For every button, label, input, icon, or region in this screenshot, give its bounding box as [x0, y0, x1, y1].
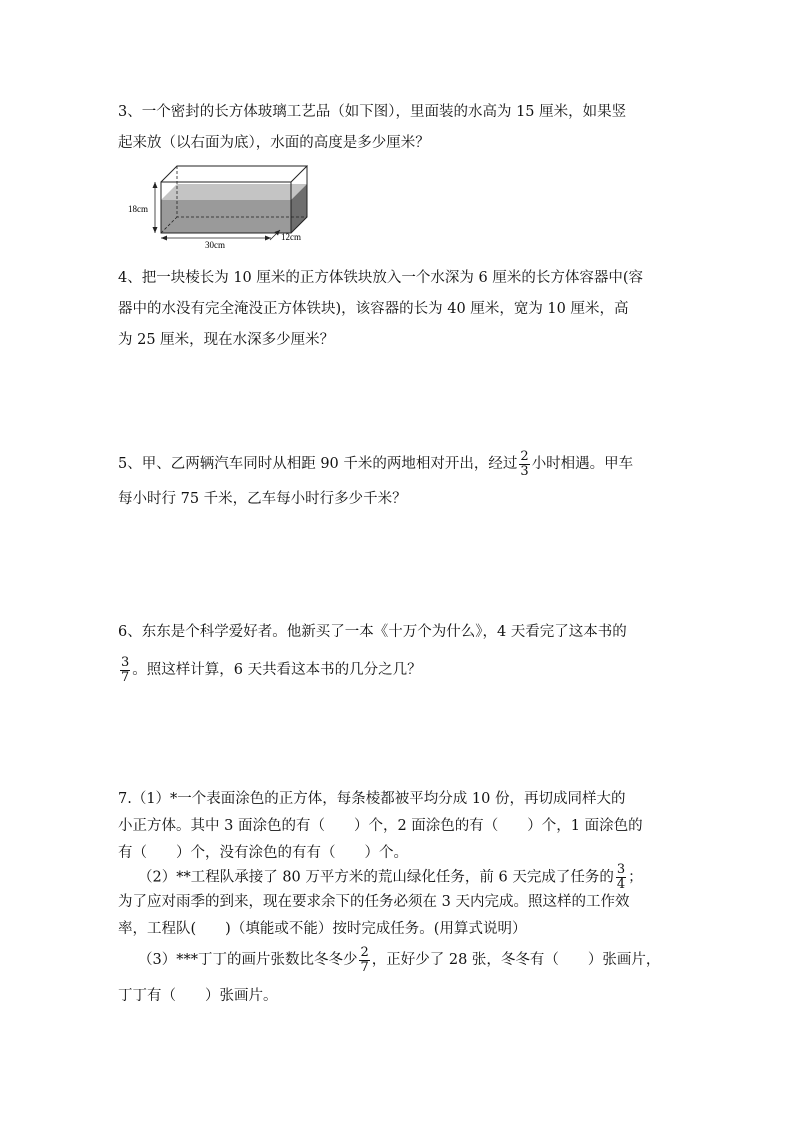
q3-line-2: 起来放（以右面为底），水面的高度是多少厘米？ — [118, 135, 430, 151]
width-label: 12cm — [281, 232, 301, 242]
q7-p1-line-3: 有（ ）个，没有涂色的有有（ ）个。 — [118, 845, 408, 861]
question-7-part-2 — [138, 863, 684, 892]
q6-line-1: 6、东东是个科学爱好者。他新买了一本《十万个为什么》，4 天看完了这本书的 — [118, 624, 627, 640]
q7-p2-fraction: $\frac{3}{4}$ — [616, 862, 626, 892]
question-7-part-1 — [118, 786, 684, 867]
q7-p3-line-1: （3）***丁丁的画片张数比冬冬少 $\frac{2}{7}$ ，正好少了 28 张，冬冬有（ ）张画片， — [138, 944, 661, 975]
water-front-face — [161, 200, 291, 233]
q6-line-2: $\frac{3}{7}$ 。照这样计算，6 天共看这本书的几分之几？ — [121, 654, 422, 685]
q3-glass-box-figure — [128, 160, 308, 252]
q7-p1-line-1: 7.（1）*一个表面涂色的正方体，每条棱都被平均分成 10 份，再切成同样大的 — [118, 791, 626, 807]
question-7-part-3 — [138, 942, 684, 978]
question-5 — [118, 447, 684, 517]
q7-p1-line-2: 小正方体。其中 3 面涂色的有（ ）个，2 面涂色的有（ ）个，1 面涂色的 — [118, 818, 643, 834]
q7-p2-line-1: （2）**工程队承接了 80 万平方米的荒山绿化任务，前 6 天完成了任务的 $\frac{3}{4}$ ； — [138, 862, 643, 892]
q7-p2-line-2: 为了应对雨季的到来，现在要求余下的任务必须在 3 天内完成。照这样的工作效 — [118, 894, 630, 910]
q7-p3-line-2: 丁丁有（ ）张画片。 — [118, 988, 278, 1004]
question-7-part-3-cont — [118, 981, 684, 1012]
question-4 — [118, 263, 684, 356]
q4-line-1: 4、把一块棱长为 10 厘米的正方体铁块放入一个水深为 6 厘米的长方体容器中(容 — [118, 270, 643, 286]
q3-line-1: 3、一个密封的长方体玻璃工艺品（如下图），里面装的水高为 15 厘米，如果竖 — [118, 104, 627, 120]
water-top-surface — [161, 184, 307, 200]
question-6 — [118, 613, 684, 689]
q4-line-3: 为 25 厘米，现在水深多少厘米？ — [118, 332, 335, 348]
length-label: 30cm — [205, 240, 225, 250]
q5-line-1: 5、甲、乙两辆汽车同时从相距 90 千米的两地相对开出，经过 $\frac{2}{3}$ 小时相遇。甲车 — [118, 448, 634, 479]
q6-fraction: $\frac{3}{7}$ — [121, 654, 130, 685]
q5-line-2: 每小时行 75 千米，乙车每小时行多少千米？ — [118, 491, 407, 507]
q4-line-2: 器中的水没有完全淹没正方体铁块)，该容器的长为 40 厘米，宽为 10 厘米，高 — [118, 301, 629, 317]
height-label: 18cm — [128, 204, 148, 214]
question-3 — [118, 97, 684, 159]
q7-p2-line-3: 率，工程队( )（填能或不能）按时完成任务。(用算式说明） — [118, 921, 527, 937]
question-7-part-2-cont — [118, 889, 684, 943]
q7-p3-fraction: $\frac{2}{7}$ — [360, 944, 369, 975]
box-top-edges — [161, 166, 307, 182]
q5-fraction: $\frac{2}{3}$ — [520, 448, 529, 479]
